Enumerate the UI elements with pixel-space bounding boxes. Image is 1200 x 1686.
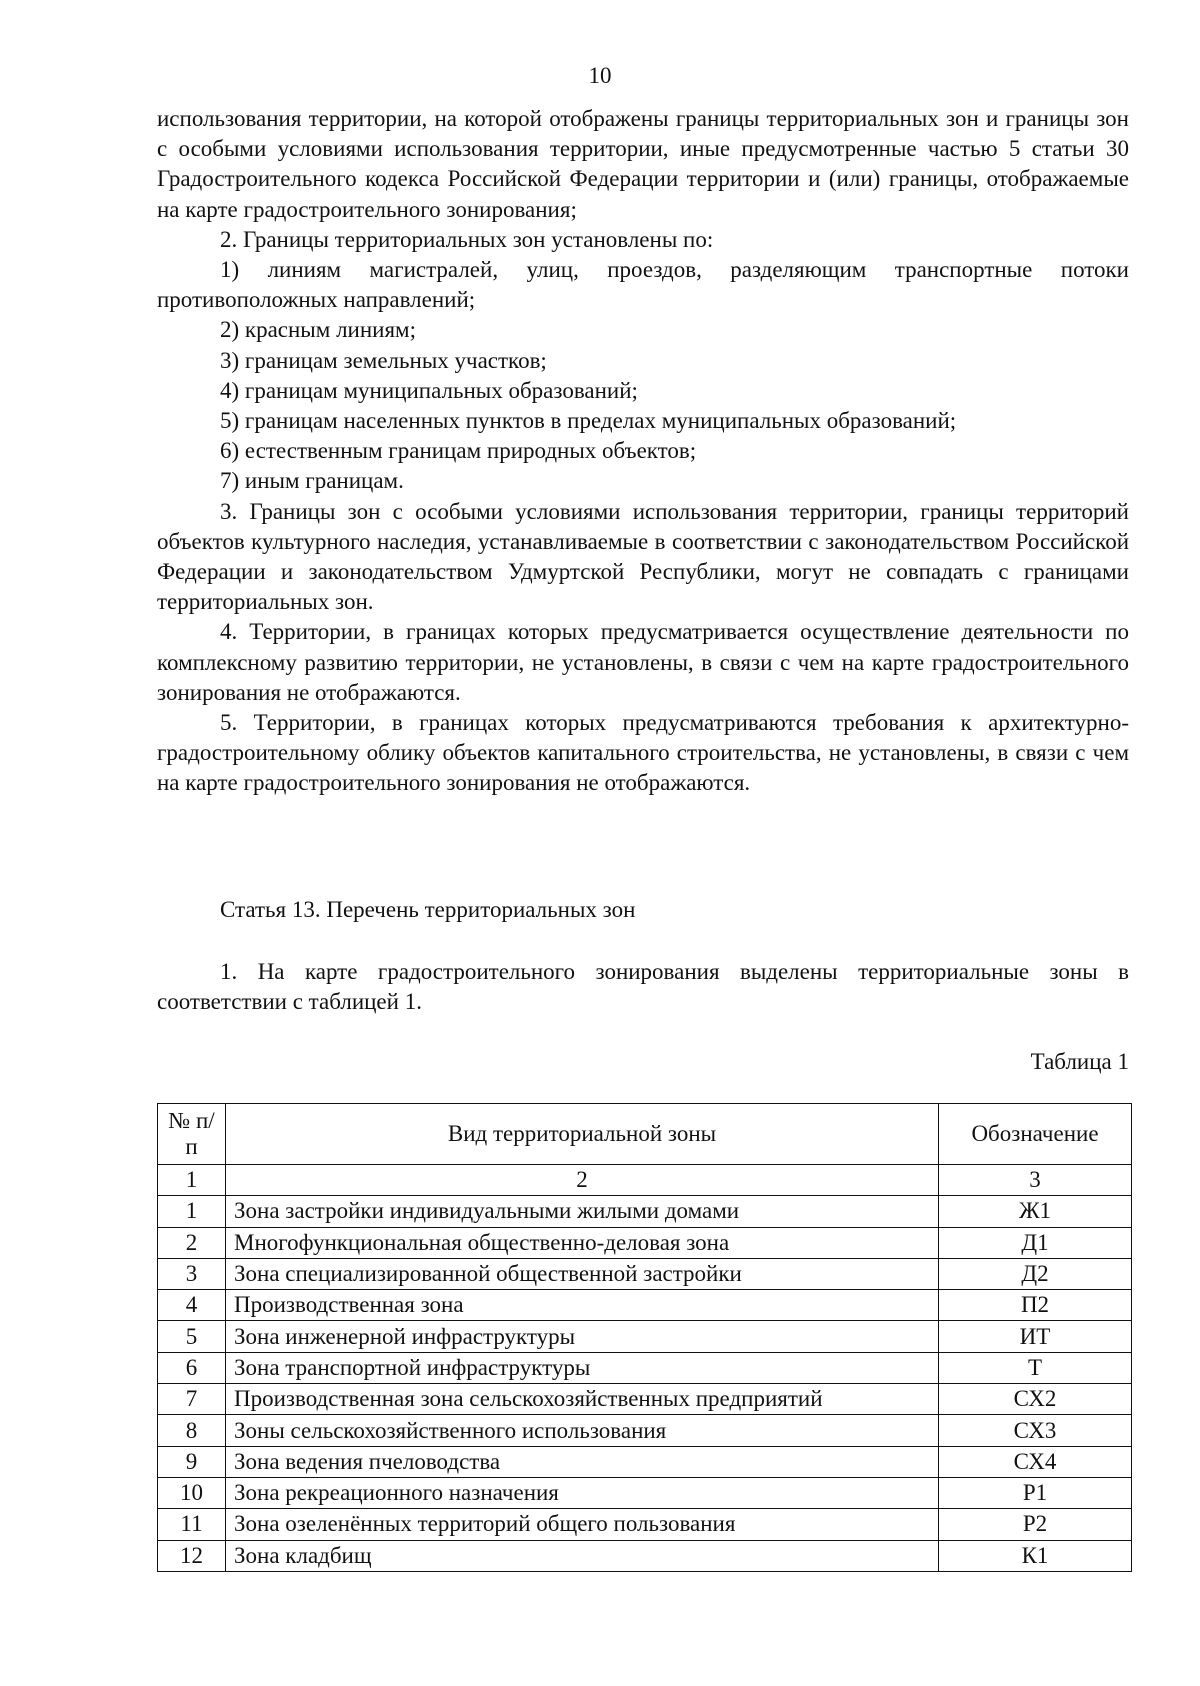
zone-name: Зона транспортной инфраструктуры [226, 1352, 939, 1383]
zone-code: ИТ [939, 1321, 1132, 1352]
row-number: 8 [158, 1415, 226, 1446]
paragraph: 3. Границы зон с особыми условиями использования территории, границы территорий объектов культурного наследия, устанавливаемые в соответствии с законодательством Российской Федерации и законодательством Удмуртской Республики, могут не совпадать с границами территориальных зон. [157, 498, 1129, 615]
page-number: 10 [588, 63, 612, 88]
table-intro-paragraph: 1. На карте градостроительного зонирования выделены территориальные зоны в соответствии с таблицей 1. [157, 959, 1129, 1015]
zone-code: Р2 [939, 1509, 1132, 1540]
zone-name: Зона озеленённых территорий общего пользования [226, 1509, 939, 1540]
zone-code: Ж1 [939, 1196, 1132, 1227]
zone-name: Производственная зона [226, 1290, 939, 1321]
table-caption: Таблица 1 [1030, 1049, 1129, 1074]
table-row [158, 1509, 1132, 1540]
table-row [158, 1540, 1132, 1571]
table-row [158, 1258, 1132, 1289]
row-number: 2 [158, 1227, 226, 1258]
row-number: 10 [158, 1477, 226, 1508]
zone-name: Производственная зона сельскохозяйственных предприятий [226, 1384, 939, 1415]
paragraph: использования территории, на которой отображены границы территориальных зон и границы зон с особыми условиями использования территории, иные предусмотренные частью 5 статьи 30 Градостроительного кодекса Российской Федерации территории и (или) границы, отображаемые на карте градостроительного зонирования; [157, 106, 1129, 222]
row-number: 3 [158, 1258, 226, 1289]
table-row [158, 1196, 1132, 1227]
row-number: 5 [158, 1321, 226, 1352]
zone-name: Зона рекреационного назначения [226, 1477, 939, 1508]
table-row [158, 1446, 1132, 1477]
list-item: 3) границам земельных участков; [220, 347, 547, 373]
column-number: 2 [226, 1165, 939, 1196]
zone-name: Зоны сельскохозяйственного использования [226, 1415, 939, 1446]
zone-code: СХ4 [939, 1446, 1132, 1477]
zone-name: Зона инженерной инфраструктуры [226, 1321, 939, 1352]
zone-name: Зона застройки индивидуальными жилыми домами [226, 1196, 939, 1227]
zone-code: К1 [939, 1540, 1132, 1571]
list-item: 4) границам муниципальных образований; [220, 377, 638, 403]
body-text [157, 104, 1129, 799]
table-row [158, 1290, 1132, 1321]
row-number: 12 [158, 1540, 226, 1571]
table-row [158, 1384, 1132, 1415]
zone-code: СХ2 [939, 1384, 1132, 1415]
list-item: 1) линиям магистралей, улиц, проездов, разделяющим транспортные потоки противоположных направлений; [157, 257, 1129, 313]
zone-name: Зона кладбищ [226, 1540, 939, 1571]
table-header-row [158, 1104, 1132, 1165]
column-number-row [158, 1165, 1132, 1196]
table-body [158, 1165, 1132, 1572]
article-heading: Статья 13. Перечень территориальных зон [220, 897, 636, 922]
zone-code: СХ3 [939, 1415, 1132, 1446]
zone-name: Многофункциональная общественно-деловая зона [226, 1227, 939, 1258]
row-number: 11 [158, 1509, 226, 1540]
zone-code: Р1 [939, 1477, 1132, 1508]
table-row [158, 1321, 1132, 1352]
paragraph: 2. Границы территориальных зон установлены по: [220, 226, 714, 252]
column-number: 1 [158, 1165, 226, 1196]
table-row [158, 1415, 1132, 1446]
list-item: 7) иным границам. [220, 468, 404, 494]
row-number: 4 [158, 1290, 226, 1321]
paragraph: 5. Территории, в границах которых предусматриваются требования к архитектурно-градостроительному облику объектов капитального строительства, не установлены, в связи с чем на карте градостроительного зонирования не отображаются. [157, 710, 1129, 796]
table-row [158, 1227, 1132, 1258]
header-number: № п/п [158, 1104, 226, 1165]
header-zone-type: Вид территориальной зоны [226, 1104, 939, 1165]
row-number: 6 [158, 1352, 226, 1383]
row-number: 1 [158, 1196, 226, 1227]
zone-name: Зона специализированной общественной застройки [226, 1258, 939, 1289]
list-item: 2) красным линиям; [220, 317, 416, 343]
list-item: 6) естественным границам природных объектов; [220, 438, 697, 464]
header-designation: Обозначение [939, 1104, 1132, 1165]
paragraph: 4. Территории, в границах которых предусматривается осуществление деятельности по комплексному развитию территории, не установлены, в связи с чем на карте градостроительного зонирования не отображаются. [157, 619, 1129, 705]
zone-code: Д1 [939, 1227, 1132, 1258]
zone-name: Зона ведения пчеловодства [226, 1446, 939, 1477]
row-number: 9 [158, 1446, 226, 1477]
table-row [158, 1352, 1132, 1383]
table-row [158, 1477, 1132, 1508]
zone-code: Т [939, 1352, 1132, 1383]
list-item: 5) границам населенных пунктов в пределах муниципальных образований; [220, 408, 957, 434]
column-number: 3 [939, 1165, 1132, 1196]
zones-table [157, 1103, 1132, 1572]
row-number: 7 [158, 1384, 226, 1415]
zone-code: Д2 [939, 1258, 1132, 1289]
zone-code: П2 [939, 1290, 1132, 1321]
